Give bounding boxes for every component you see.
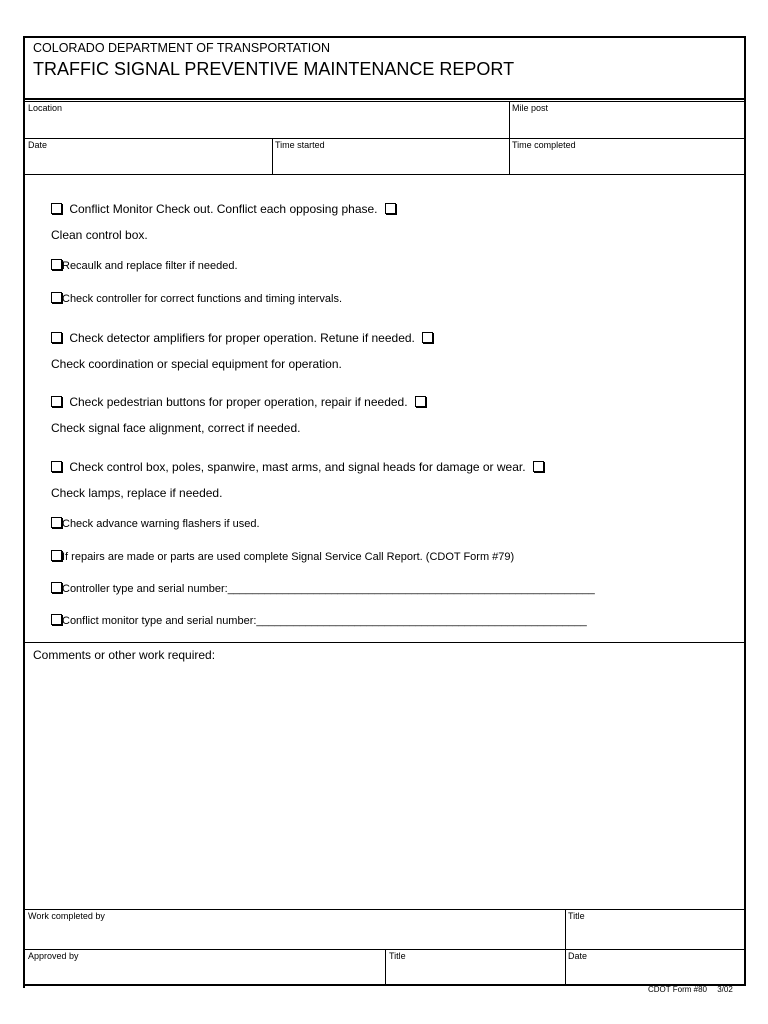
item-detector <box>51 331 433 345</box>
time-completed-field[interactable] <box>511 151 743 173</box>
item-controller-check <box>51 292 342 305</box>
title-2-field[interactable] <box>387 962 563 983</box>
item-monitor-serial-label: Conflict monitor type and serial number:______________________________________________________ <box>62 615 587 627</box>
checkbox-repairs[interactable] <box>51 550 62 561</box>
time-started-field[interactable] <box>274 151 508 173</box>
item-recaulk-label: Recaulk and replace filter if needed. <box>62 260 238 272</box>
title-1-field[interactable] <box>567 922 743 947</box>
row-rule-1 <box>23 138 746 139</box>
checkbox-flashers[interactable] <box>51 517 62 528</box>
form-id: CDOT Form #80 <box>648 985 707 994</box>
checkbox-clean-box[interactable] <box>385 203 396 214</box>
item-control-box-damage-label: Check control box, poles, spanwire, mast arms, and signal heads for damage or wear. <box>69 460 526 474</box>
item-coordination-label: Check coordination or special equipment for operation. <box>51 357 342 371</box>
checkbox-monitor-serial[interactable] <box>51 614 62 625</box>
item-conflict-monitor-label: Conflict Monitor Check out. Conflict each opposing phase. <box>69 202 378 216</box>
header-bottom-rule <box>23 98 746 100</box>
title-1-label: Title <box>568 911 585 921</box>
vdiv-timestarted <box>272 138 273 174</box>
signoff-date-field[interactable] <box>567 962 743 983</box>
item-repairs <box>51 550 514 563</box>
checkbox-controller-serial[interactable] <box>51 582 62 593</box>
frame-top <box>23 36 746 38</box>
mile-post-label: Mile post <box>512 103 549 113</box>
form-title: TRAFFIC SIGNAL PREVENTIVE MAINTENANCE REPORT <box>33 59 515 79</box>
checkbox-control-box-damage[interactable] <box>51 461 62 472</box>
item-monitor-serial[interactable] <box>51 614 587 627</box>
agency-name: COLORADO DEPARTMENT OF TRANSPORTATION <box>33 41 331 55</box>
item-repairs-label: If repairs are made or parts are used complete Signal Service Call Report. (CDOT Form #79) <box>62 551 515 563</box>
checkbox-detector[interactable] <box>51 332 62 343</box>
date-label: Date <box>28 140 48 150</box>
time-completed-label: Time completed <box>512 140 576 150</box>
approved-by-label: Approved by <box>28 951 79 961</box>
approved-by-field[interactable] <box>25 962 383 983</box>
item-controller-serial-label: Controller type and serial number:____________________________________________________________ <box>62 583 595 595</box>
item-flashers <box>51 517 260 530</box>
row-rule-2 <box>23 174 746 175</box>
vdiv-milepost <box>509 101 510 174</box>
item-detector-label: Check detector amplifiers for proper operation. Retune if needed. <box>69 331 415 345</box>
date-field[interactable] <box>25 151 271 173</box>
frame-right <box>744 36 746 986</box>
checkbox-lamps[interactable] <box>533 461 544 472</box>
form-revision: 3/02 <box>717 985 733 994</box>
item-clean-box-label: Clean control box. <box>51 228 148 242</box>
mile-post-field[interactable] <box>511 114 743 136</box>
item-controller-check-label: Check controller for correct functions and timing intervals. <box>62 293 343 305</box>
vdiv-title-2 <box>385 949 386 985</box>
item-flashers-label: Check advance warning flashers if used. <box>62 518 260 530</box>
checkbox-conflict-monitor[interactable] <box>51 203 62 214</box>
checkbox-recaulk[interactable] <box>51 259 62 270</box>
signoff-date-label: Date <box>568 951 588 961</box>
signoff-rule-1 <box>23 909 746 910</box>
checkbox-controller-check[interactable] <box>51 292 62 303</box>
item-signal-face-label: Check signal face alignment, correct if needed. <box>51 421 301 435</box>
item-recaulk <box>51 259 238 272</box>
work-completed-by-field[interactable] <box>25 922 563 947</box>
checkbox-pedestrian[interactable] <box>51 396 62 407</box>
item-pedestrian-label: Check pedestrian buttons for proper operation, repair if needed. <box>69 395 408 409</box>
vdiv-title-1 <box>565 909 566 985</box>
comments-area[interactable] <box>25 664 743 907</box>
work-completed-by-label: Work completed by <box>28 911 105 921</box>
checkbox-signal-face[interactable] <box>415 396 426 407</box>
item-pedestrian <box>51 395 426 409</box>
comments-top-rule <box>23 642 746 643</box>
item-control-box-damage <box>51 460 544 474</box>
title-2-label: Title <box>389 951 406 961</box>
comments-label: Comments or other work required: <box>33 648 216 662</box>
item-conflict-monitor <box>51 202 396 216</box>
location-field[interactable] <box>25 114 508 136</box>
form-footer <box>648 985 733 994</box>
header-bottom-rule-2 <box>23 101 746 102</box>
item-controller-serial[interactable] <box>51 582 595 595</box>
location-label: Location <box>28 103 63 113</box>
time-started-label: Time started <box>275 140 325 150</box>
checkbox-coordination[interactable] <box>422 332 433 343</box>
item-lamps-label: Check lamps, replace if needed. <box>51 486 223 500</box>
